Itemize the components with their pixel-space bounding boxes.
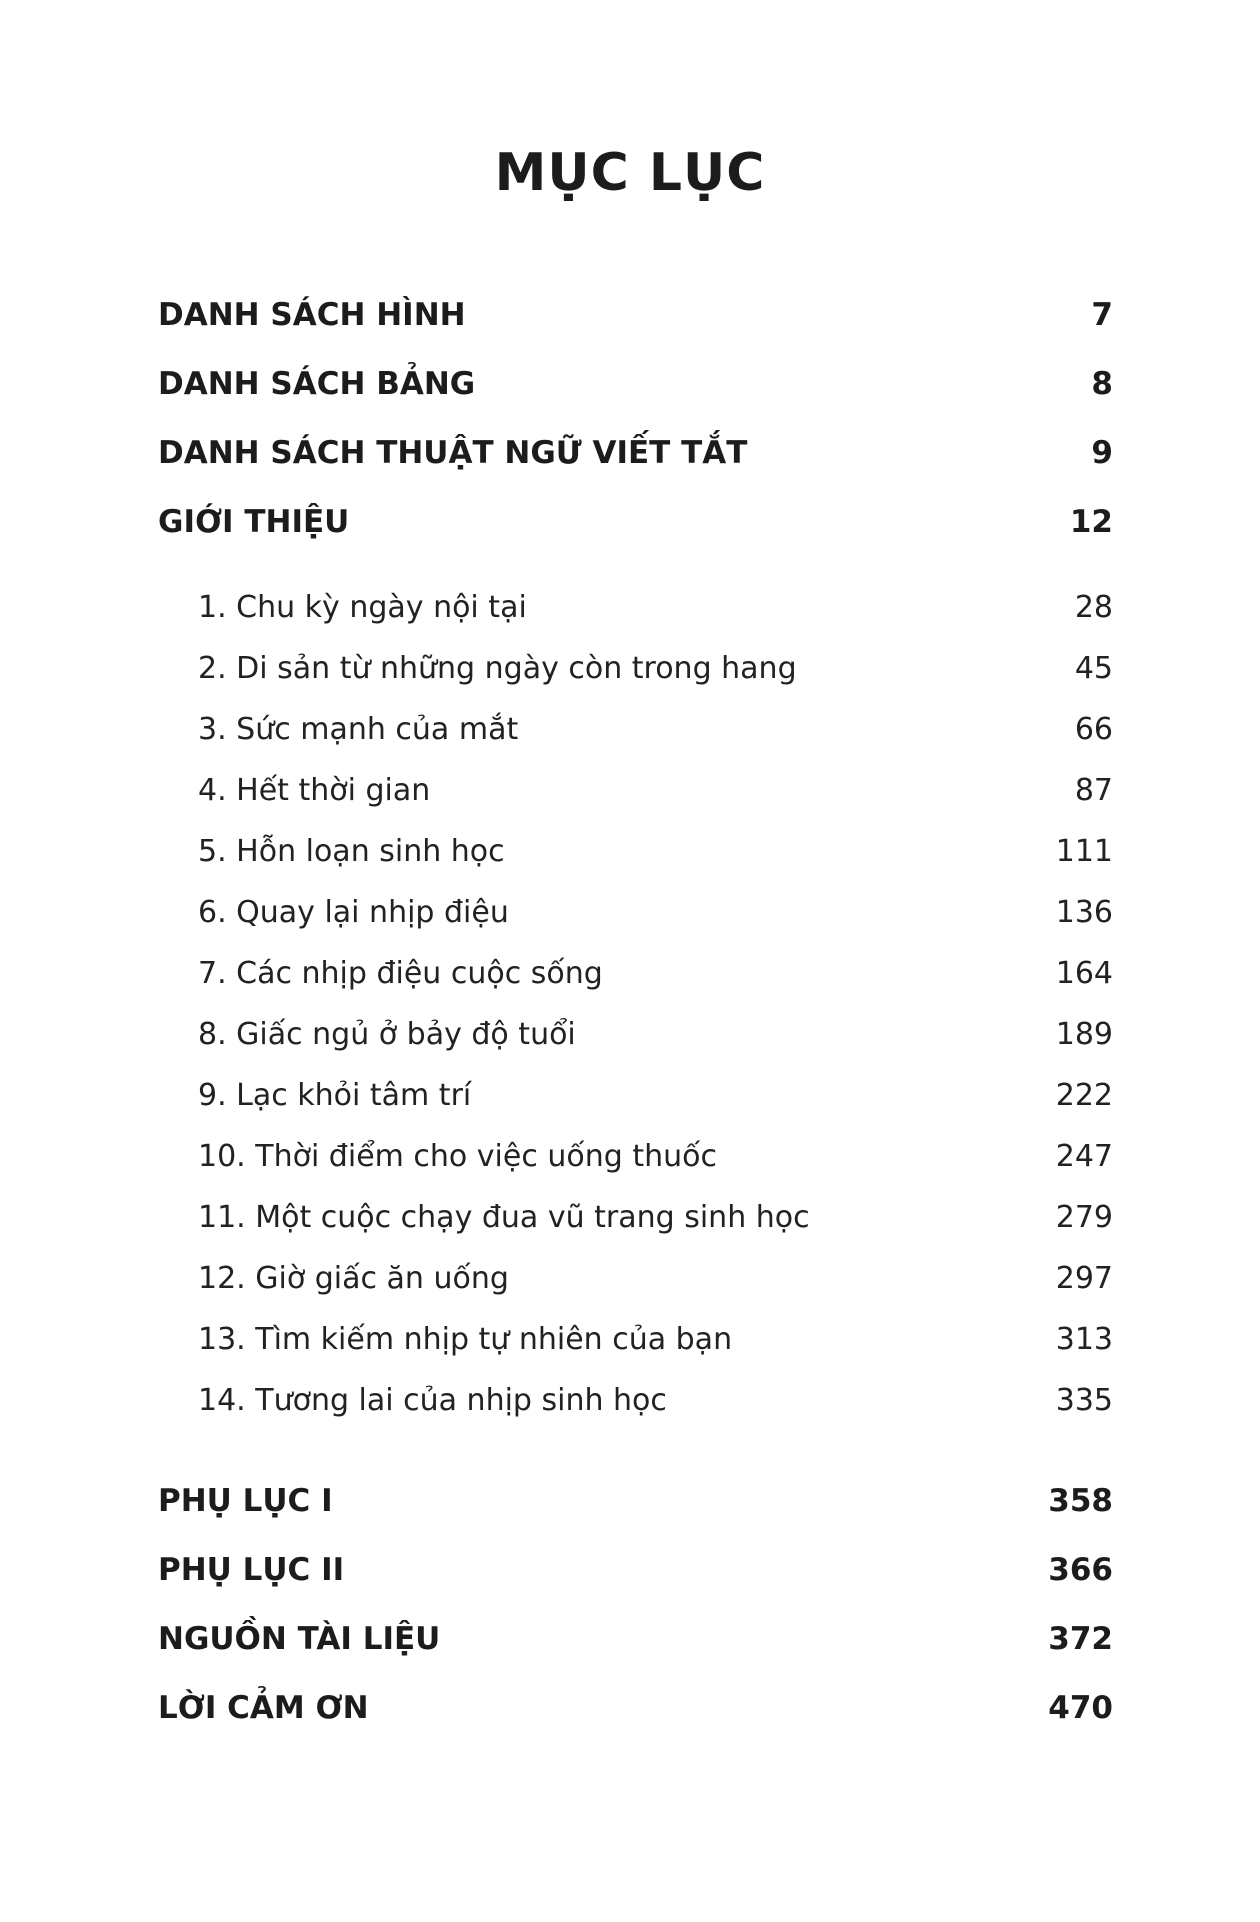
toc-entry-references[interactable] [158, 1616, 1113, 1662]
toc-chapter-page-number: 297 [1055, 1261, 1113, 1296]
toc-chapter-label: 12. Giờ giấc ăn uống [198, 1261, 509, 1296]
toc-chapter-label: 10. Thời điểm cho việc uống thuốc [198, 1139, 717, 1174]
toc-chapter-9[interactable] [198, 1073, 1113, 1119]
toc-entry-page-number: 358 [1048, 1483, 1113, 1519]
toc-chapter-13[interactable] [198, 1317, 1113, 1363]
toc-entry-page-number: 12 [1069, 504, 1113, 540]
toc-chapter-page-number: 164 [1055, 956, 1113, 991]
toc-chapter-label: 8. Giấc ngủ ở bảy độ tuổi [198, 1017, 576, 1052]
toc-entry-page-number: 9 [1091, 435, 1113, 471]
toc-chapter-label: 9. Lạc khỏi tâm trí [198, 1078, 472, 1113]
toc-chapter-10[interactable] [198, 1134, 1113, 1180]
toc-chapter-5[interactable] [198, 829, 1113, 875]
toc-entry-label: DANH SÁCH THUẬT NGỮ VIẾT TẮT [158, 435, 748, 471]
toc-chapter-page-number: 222 [1055, 1078, 1113, 1113]
toc-chapter-label: 6. Quay lại nhịp điệu [198, 895, 509, 930]
toc-entry-label: NGUỒN TÀI LIỆU [158, 1621, 441, 1657]
toc-chapter-page-number: 45 [1074, 651, 1113, 686]
toc-entry-abbreviations[interactable] [158, 430, 1113, 476]
toc-chapter-label: 5. Hỗn loạn sinh học [198, 834, 505, 869]
toc-chapter-14[interactable] [198, 1378, 1113, 1424]
toc-entry-acknowledgements[interactable] [158, 1685, 1113, 1731]
toc-chapter-2[interactable] [198, 646, 1113, 692]
toc-entry-page-number: 7 [1091, 297, 1113, 333]
toc-chapter-label: 2. Di sản từ những ngày còn trong hang [198, 651, 797, 686]
toc-entry-list-of-figures[interactable] [158, 292, 1113, 338]
toc-chapter-label: 13. Tìm kiếm nhịp tự nhiên của bạn [198, 1322, 733, 1357]
toc-entry-list-of-tables[interactable] [158, 361, 1113, 407]
toc-chapter-label: 3. Sức mạnh của mắt [198, 712, 519, 747]
toc-entry-label: GIỚI THIỆU [158, 504, 350, 540]
toc-chapter-7[interactable] [198, 951, 1113, 997]
toc-entry-page-number: 372 [1048, 1621, 1113, 1657]
toc-chapter-4[interactable] [198, 768, 1113, 814]
toc-chapter-page-number: 189 [1055, 1017, 1113, 1052]
toc-chapter-page-number: 335 [1055, 1383, 1113, 1418]
toc-chapter-1[interactable] [198, 585, 1113, 631]
toc-chapter-3[interactable] [198, 707, 1113, 753]
toc-entry-page-number: 470 [1048, 1690, 1113, 1726]
toc-chapter-page-number: 313 [1055, 1322, 1113, 1357]
toc-entry-appendix-1[interactable] [158, 1478, 1113, 1524]
toc-chapter-page-number: 66 [1074, 712, 1113, 747]
toc-entry-label: LỜI CẢM ƠN [158, 1690, 369, 1726]
toc-chapter-label: 14. Tương lai của nhịp sinh học [198, 1383, 667, 1418]
toc-entry-label: PHỤ LỤC II [158, 1552, 345, 1588]
toc-chapter-11[interactable] [198, 1195, 1113, 1241]
toc-entry-label: DANH SÁCH HÌNH [158, 297, 466, 333]
toc-chapter-page-number: 28 [1074, 590, 1113, 625]
toc-entry-label: PHỤ LỤC I [158, 1483, 333, 1519]
page-title: MỤC LỤC [494, 143, 766, 203]
toc-chapter-label: 1. Chu kỳ ngày nội tại [198, 590, 527, 625]
toc-entry-appendix-2[interactable] [158, 1547, 1113, 1593]
toc-entry-introduction[interactable] [158, 499, 1113, 545]
toc-chapter-label: 11. Một cuộc chạy đua vũ trang sinh học [198, 1200, 810, 1235]
toc-chapter-6[interactable] [198, 890, 1113, 936]
toc-entry-label: DANH SÁCH BẢNG [158, 366, 476, 402]
toc-chapter-page-number: 136 [1055, 895, 1113, 930]
toc-chapter-page-number: 111 [1055, 834, 1113, 869]
toc-chapter-8[interactable] [198, 1012, 1113, 1058]
toc-chapter-page-number: 247 [1055, 1139, 1113, 1174]
toc-chapter-label: 4. Hết thời gian [198, 773, 431, 808]
toc-entry-page-number: 366 [1048, 1552, 1113, 1588]
toc-chapter-label: 7. Các nhịp điệu cuộc sống [198, 956, 603, 991]
toc-chapter-12[interactable] [198, 1256, 1113, 1302]
toc-chapter-page-number: 87 [1074, 773, 1113, 808]
toc-chapter-page-number: 279 [1055, 1200, 1113, 1235]
toc-entry-page-number: 8 [1091, 366, 1113, 402]
